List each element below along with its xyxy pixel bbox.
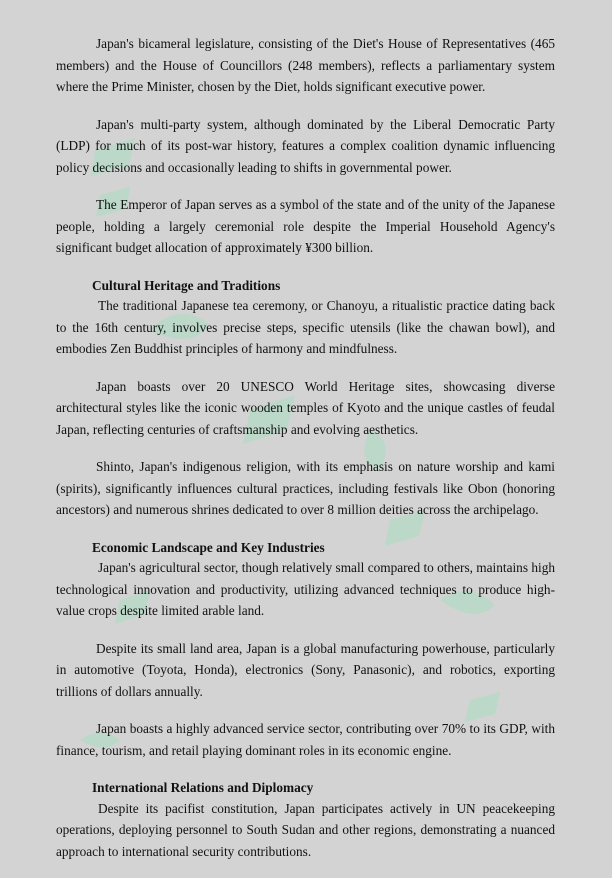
paragraph: Japan's multi-party system, although dominated by the Liberal Democratic Party (LDP) for much of its post-war history, features a complex coalition dynamic influencing policy decisions and occasionally leading to shifts in governmental power. (56, 116, 555, 175)
paragraph: The traditional Japanese tea ceremony, or Chanoyu, a ritualistic practice dating back to the 16th century, involves precise steps, specific utensils (like the chawan bowl), and embodies Zen Buddhist principles of harmony and mindfulness. (56, 298, 555, 356)
paragraph: Despite its small land area, Japan is a global manufacturing powerhouse, particularly in automotive (Toyota, Honda), electronics (Sony, Panasonic), and robotics, exporting trillions of dollars annually. (56, 640, 555, 699)
paragraph: Shinto, Japan's indigenous religion, with its emphasis on nature worship and kami (spirits), significantly influences cultural practices, including festivals like Obon (honoring ancestors) and numerous shrines dedicated to over 8 million deities across the archipelago. (56, 459, 555, 517)
section-heading: International Relations and Diplomacy (92, 780, 314, 795)
paragraph: Japan's agricultural sector, though relatively small compared to others, maintains high technological innovation and productivity, utilizing advanced techniques to produce high-value crops despite limited arable land. (56, 560, 555, 618)
paragraph: Japan boasts a highly advanced service sector, contributing over 70% to its GDP, with finance, tourism, and retail playing dominant roles in its economic engine. (56, 721, 555, 758)
paragraph: Japan's bicameral legislature, consisting of the Diet's House of Representatives (465 members) and the House of Councillors (248 members), reflects a parliamentary system where the Prime Minister, chosen by the Diet, holds significant executive power. (56, 36, 555, 94)
paragraph: Japan boasts over 20 UNESCO World Heritage sites, showcasing diverse architectural styles like the iconic wooden temples of Kyoto and the unique castles of feudal Japan, reflecting centuries of craftsmanship and evolving aesthetics. (56, 378, 555, 437)
section-heading: Economic Landscape and Key Industries (92, 539, 325, 555)
paragraph: The Emperor of Japan serves as a symbol of the state and of the unity of the Japanese people, holding a largely ceremonial role despite the Imperial Household Agency's significant budget allocation of approximately ¥300 billion. (56, 197, 555, 255)
document-body (56, 33, 555, 878)
paragraph: Despite its pacifist constitution, Japan participates actively in UN peacekeeping operations, deploying personnel to South Sudan and other regions, demonstrating a nuanced approach to international security contributions. (56, 800, 555, 859)
section-heading: Cultural Heritage and Traditions (92, 277, 281, 293)
